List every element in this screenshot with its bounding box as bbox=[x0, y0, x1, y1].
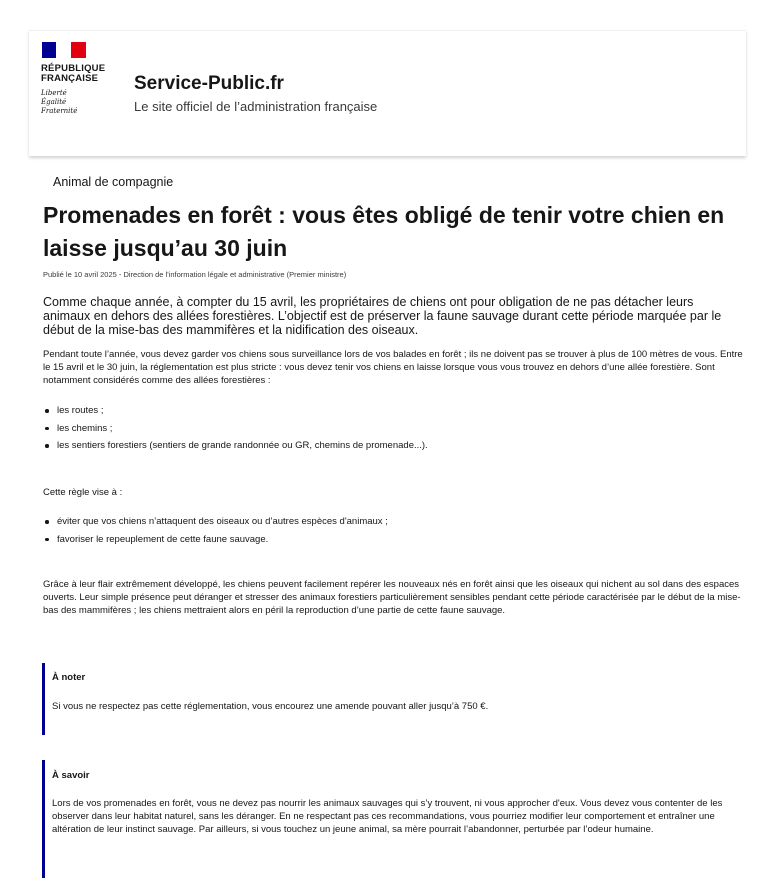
list-item bbox=[43, 533, 388, 546]
publication-meta: Publié le 10 avril 2025 - Direction de l'information légale et administrative (Premier ministre) bbox=[43, 270, 347, 279]
bullet-icon bbox=[45, 538, 49, 542]
flag-white-band bbox=[56, 42, 71, 58]
article-category: Animal de compagnie bbox=[53, 175, 174, 189]
list-item bbox=[43, 439, 428, 452]
motto-fraternite: Fraternité bbox=[41, 107, 78, 115]
list-item-text: les chemins ; bbox=[57, 422, 113, 434]
marianne-flag-logo[interactable] bbox=[42, 42, 86, 58]
motto bbox=[41, 89, 77, 116]
site-name-link[interactable]: Service-Public.fr bbox=[134, 73, 284, 94]
site-header bbox=[29, 30, 746, 156]
article-paragraph-1: Pendant toute l’année, vous devez garder vos chiens sous surveillance lors de vos balades en forêt ; ils ne doivent pas se trouver à plus de 100 mètres de vous. Entre le 15 avril et le 30 juin, la réglementation est plus stricte : vous devez tenir vos chiens en laisse lorsque vous vous trouvez en dehors d’une allée forestière. Sont notamment considérés comme des allées forestières : bbox=[43, 349, 743, 386]
bullet-icon bbox=[45, 427, 49, 431]
article-paragraph-2: Cette règle vise à : bbox=[43, 487, 123, 498]
republique-line-2: FRANÇAISE bbox=[41, 73, 99, 84]
site-tagline: Le site officiel de l’administration française bbox=[134, 99, 378, 114]
bullet-icon bbox=[45, 520, 49, 524]
list-item-text: les sentiers forestiers (sentiers de grande randonnée ou GR, chemins de promenade...). bbox=[57, 440, 428, 451]
motto-egalite: Égalité bbox=[41, 98, 67, 106]
flag-blue-band bbox=[42, 42, 56, 58]
list-item-text: favoriser le repeuplement de cette faune sauvage. bbox=[57, 533, 269, 545]
article-lead: Comme chaque année, à compter du 15 avril, les propriétaires de chiens ont pour obligation de ne pas détacher leurs animaux en dehors des allées forestières. L’objectif est de préserver la faune sauvage durant cette période marquée par le début de la mise-bas des mammifères et la nidification des oiseaux. bbox=[43, 295, 722, 337]
flag-red-band bbox=[71, 42, 86, 58]
article-paragraph-3: Grâce à leur flair extrêmement développé, les chiens peuvent facilement repérer les nouveaux nés en forêt ainsi que les oiseaux qui nichent au sol dans des espaces ouverts. Leur simple présence peut déranger et stresser des animaux forestiers particulièrement sensibles pendant cette période caractérisée par le début de la mise-bas des mammifères ; les chiens mettraient alors en péril la reproduction d’une partie de cette faune sauvage. bbox=[43, 579, 741, 616]
motto-liberte: Liberté bbox=[41, 89, 67, 97]
note-title: À noter bbox=[52, 672, 86, 683]
note-text: Si vous ne respectez pas cette réglementation, vous encourez une amende pouvant aller jusqu’à 750 €. bbox=[52, 701, 489, 712]
bullet-icon bbox=[45, 409, 49, 413]
know-callout bbox=[42, 760, 746, 878]
republique-line-1: RÉPUBLIQUE bbox=[41, 63, 106, 74]
bullet-icon bbox=[45, 444, 49, 448]
know-text: Lors de vos promenades en forêt, vous ne devez pas nourrir les animaux sauvages qui s’y trouvent, ni vous approcher d'eux. Vous devez vous contenter de les observer dans leur habitat naturel, sans les déranger. En ne respectant pas ces recommandations, vous pourriez modifier leur comportement et entraîner une altération de leur instinct sauvage. Par ailleurs, si vous touchez un jeune animal, sa mère pourrait l’abandonner, perturbée par l’odeur humaine. bbox=[52, 798, 723, 835]
article-title: Promenades en forêt : vous êtes obligé de tenir votre chien en laisse jusqu’au 30 juin bbox=[43, 202, 725, 261]
forest-paths-list bbox=[43, 404, 428, 457]
note-callout bbox=[42, 663, 746, 735]
list-item bbox=[43, 422, 428, 435]
list-item-text: éviter que vos chiens n’attaquent des oiseaux ou d’autres espèces d'animaux ; bbox=[57, 516, 388, 527]
rule-goals-list bbox=[43, 515, 388, 550]
republique-francaise-logo-text[interactable] bbox=[41, 64, 105, 84]
list-item-text: les routes ; bbox=[57, 405, 104, 416]
list-item bbox=[43, 515, 388, 528]
list-item bbox=[43, 404, 428, 417]
know-title: À savoir bbox=[52, 770, 90, 781]
